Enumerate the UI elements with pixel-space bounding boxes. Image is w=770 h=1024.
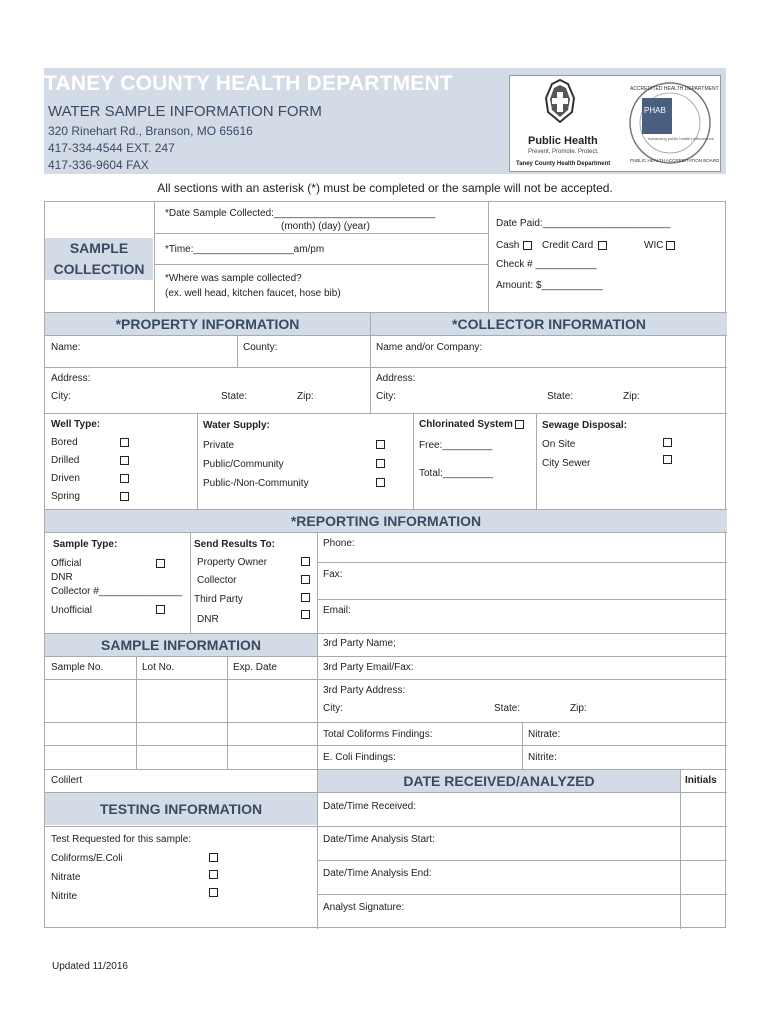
sewage-label: Sewage Disposal:: [542, 420, 628, 431]
sample-collection-heading-line1: SAMPLE: [69, 240, 129, 256]
third-party-email-field[interactable]: 3rd Party Email/Fax:: [323, 662, 414, 673]
send-results-label: Send Results To:: [194, 539, 275, 550]
property-name-field[interactable]: Name:: [51, 342, 81, 353]
property-city-field[interactable]: City:: [51, 391, 71, 402]
water-sample-form: [44, 201, 726, 928]
third-party-city-field[interactable]: City:: [323, 703, 343, 714]
cash-label: Cash: [496, 240, 520, 251]
phab-text: Advancing public health performance: [648, 136, 714, 141]
bored-checkbox[interactable]: [120, 438, 129, 447]
date-received-field[interactable]: Date/Time Received:: [323, 801, 416, 812]
where-hint: (ex. well head, kitchen faucet, hose bib): [165, 288, 341, 299]
sample-collection-heading-line2: COLLECTION: [53, 261, 145, 277]
coliforms-checkbox[interactable]: [209, 853, 218, 862]
total-chlorine-field[interactable]: Total:_________: [419, 468, 493, 479]
analysis-start-field[interactable]: Date/Time Analysis Start:: [323, 834, 435, 845]
amount-field[interactable]: Amount: $___________: [496, 280, 603, 291]
send-option-dnr: DNR: [197, 614, 219, 625]
collector-name-field[interactable]: Name and/or Company:: [376, 342, 483, 353]
total-coliforms-field[interactable]: Total Coliforms Findings:: [323, 729, 433, 740]
public-health-logo: [510, 76, 720, 171]
date-parts: (month) (day) (year): [281, 221, 370, 232]
driven-checkbox[interactable]: [120, 474, 129, 483]
water-supply-label: Water Supply:: [203, 420, 270, 431]
collector-zip-field[interactable]: Zip:: [623, 391, 640, 402]
nitrate-field[interactable]: Nitrate:: [528, 729, 561, 740]
unofficial-checkbox[interactable]: [156, 605, 165, 614]
form-subtitle: WATER SAMPLE INFORMATION FORM: [48, 103, 322, 120]
test-option-nitrate: Nitrate: [51, 872, 81, 883]
public-community-checkbox[interactable]: [376, 459, 385, 468]
unofficial-label: Unofficial: [51, 605, 92, 616]
ph-dept: Taney County Health Department: [516, 161, 611, 167]
send-option-owner: Property Owner: [197, 557, 268, 568]
collector-info-heading: *COLLECTOR INFORMATION: [371, 313, 727, 335]
private-checkbox[interactable]: [376, 440, 385, 449]
sewage-option-city: City Sewer: [542, 458, 591, 469]
footer-updated: Updated 11/2016: [52, 961, 128, 972]
third-party-name-field[interactable]: 3rd Party Name;: [323, 638, 396, 649]
collector-city-field[interactable]: City:: [376, 391, 396, 402]
wic-label: WIC: [644, 240, 664, 251]
cash-checkbox[interactable]: [523, 241, 532, 250]
water-option-private: Private: [203, 440, 235, 451]
third-party-address-field[interactable]: 3rd Party Address:: [323, 685, 406, 696]
nitrite-checkbox[interactable]: [209, 888, 218, 897]
well-option-drilled: Drilled: [51, 455, 80, 466]
dnr-label: DNR: [51, 572, 73, 583]
phone-text: 417-334-4544 EXT. 247: [48, 141, 175, 155]
collector-number-field[interactable]: Collector #_______________: [51, 586, 183, 597]
colilert-label: Colilert: [51, 775, 83, 786]
drilled-checkbox[interactable]: [120, 456, 129, 465]
required-notice: All sections with an asterisk (*) must be completed or the sample will not be accepted.: [157, 181, 613, 195]
property-county-field[interactable]: County:: [243, 342, 278, 353]
date-collected-field[interactable]: *Date Sample Collected:_____________________________: [165, 208, 436, 219]
nitrite-field[interactable]: Nitrite:: [528, 752, 557, 763]
test-option-nitrite: Nitrite: [51, 891, 78, 902]
reporting-info-heading: *REPORTING INFORMATION: [45, 510, 727, 532]
logo-box: [509, 75, 721, 172]
owner-checkbox[interactable]: [301, 557, 310, 566]
official-checkbox[interactable]: [156, 559, 165, 568]
page-title: TANEY COUNTY HEALTH DEPARTMENT: [44, 72, 453, 95]
test-option-coliforms: Coliforms/E.Coli: [51, 853, 123, 864]
email-field[interactable]: Email:: [323, 605, 351, 616]
collector-address-field[interactable]: Address:: [376, 373, 416, 384]
send-option-third-party: Third Party: [194, 594, 243, 605]
chlorinated-label: Chlorinated System: [419, 419, 513, 430]
property-info-heading: *PROPERTY INFORMATION: [45, 313, 370, 335]
fax-text: 417-336-9604 FAX: [48, 158, 149, 172]
city-sewer-checkbox[interactable]: [663, 455, 672, 464]
check-number-field[interactable]: Check # ___________: [496, 259, 597, 270]
credit-card-label: Credit Card: [542, 240, 594, 251]
analysis-end-field[interactable]: Date/Time Analysis End:: [323, 868, 432, 879]
sample-info-heading: SAMPLE INFORMATION: [45, 634, 317, 656]
send-option-collector: Collector: [197, 575, 237, 586]
seal-bottom-text: PUBLIC HEALTH ACCREDITATION BOARD: [630, 158, 720, 163]
wic-checkbox[interactable]: [666, 241, 675, 250]
address-text: 320 Rinehart Rd., Branson, MO 65616: [48, 124, 253, 138]
phab-mark: PHAB: [644, 106, 666, 115]
third-party-zip-field[interactable]: Zip:: [570, 703, 587, 714]
analyst-signature-field[interactable]: Analyst Signature:: [323, 902, 405, 913]
third-party-checkbox[interactable]: [301, 593, 310, 602]
sewage-option-onsite: On Site: [542, 439, 576, 450]
collector-state-field[interactable]: State:: [547, 391, 574, 402]
date-paid-field[interactable]: Date Paid:_______________________: [496, 218, 671, 229]
property-state-field[interactable]: State:: [221, 391, 248, 402]
water-option-non-community: Public-/Non-Community: [203, 478, 309, 489]
time-field[interactable]: *Time:__________________am/pm: [165, 244, 325, 255]
ecoli-field[interactable]: E. Coli Findings:: [323, 752, 396, 763]
collector-checkbox[interactable]: [301, 575, 310, 584]
third-party-state-field[interactable]: State:: [494, 703, 521, 714]
col-sample-no: Sample No.: [51, 662, 104, 673]
property-address-field[interactable]: Address:: [51, 373, 91, 384]
fax-field[interactable]: Fax:: [323, 569, 343, 580]
well-option-bored: Bored: [51, 437, 78, 448]
chlorinated-checkbox[interactable]: [515, 420, 524, 429]
ph-name: Public Health: [528, 135, 598, 147]
spring-checkbox[interactable]: [120, 492, 129, 501]
free-chlorine-field[interactable]: Free:_________: [419, 440, 493, 451]
non-community-checkbox[interactable]: [376, 478, 385, 487]
test-requested-label: Test Requested for this sample:: [51, 834, 192, 845]
phone-field[interactable]: Phone:: [323, 538, 355, 549]
dnr-checkbox[interactable]: [301, 610, 310, 619]
col-exp-date: Exp. Date: [233, 662, 277, 673]
ph-tagline: Prevent. Promote. Protect.: [528, 149, 599, 155]
initials-header: Initials: [685, 775, 717, 786]
well-option-spring: Spring: [51, 491, 80, 502]
seal-top-text: ACCREDITED HEALTH DEPARTMENT: [630, 86, 719, 92]
official-label: Official: [51, 558, 82, 569]
nitrate-checkbox[interactable]: [209, 870, 218, 879]
credit-card-checkbox[interactable]: [598, 241, 607, 250]
where-collected-field[interactable]: *Where was sample collected?: [165, 273, 302, 284]
well-option-driven: Driven: [51, 473, 80, 484]
sample-collection-heading: [45, 238, 153, 280]
testing-info-heading: TESTING INFORMATION: [45, 793, 317, 825]
water-option-public-community: Public/Community: [203, 459, 284, 470]
date-received-heading: DATE RECEIVED/ANALYZED: [318, 770, 680, 792]
sample-type-label: Sample Type:: [53, 539, 118, 550]
well-type-label: Well Type:: [51, 419, 101, 430]
onsite-checkbox[interactable]: [663, 438, 672, 447]
col-lot-no: Lot No.: [142, 662, 175, 673]
property-zip-field[interactable]: Zip:: [297, 391, 314, 402]
